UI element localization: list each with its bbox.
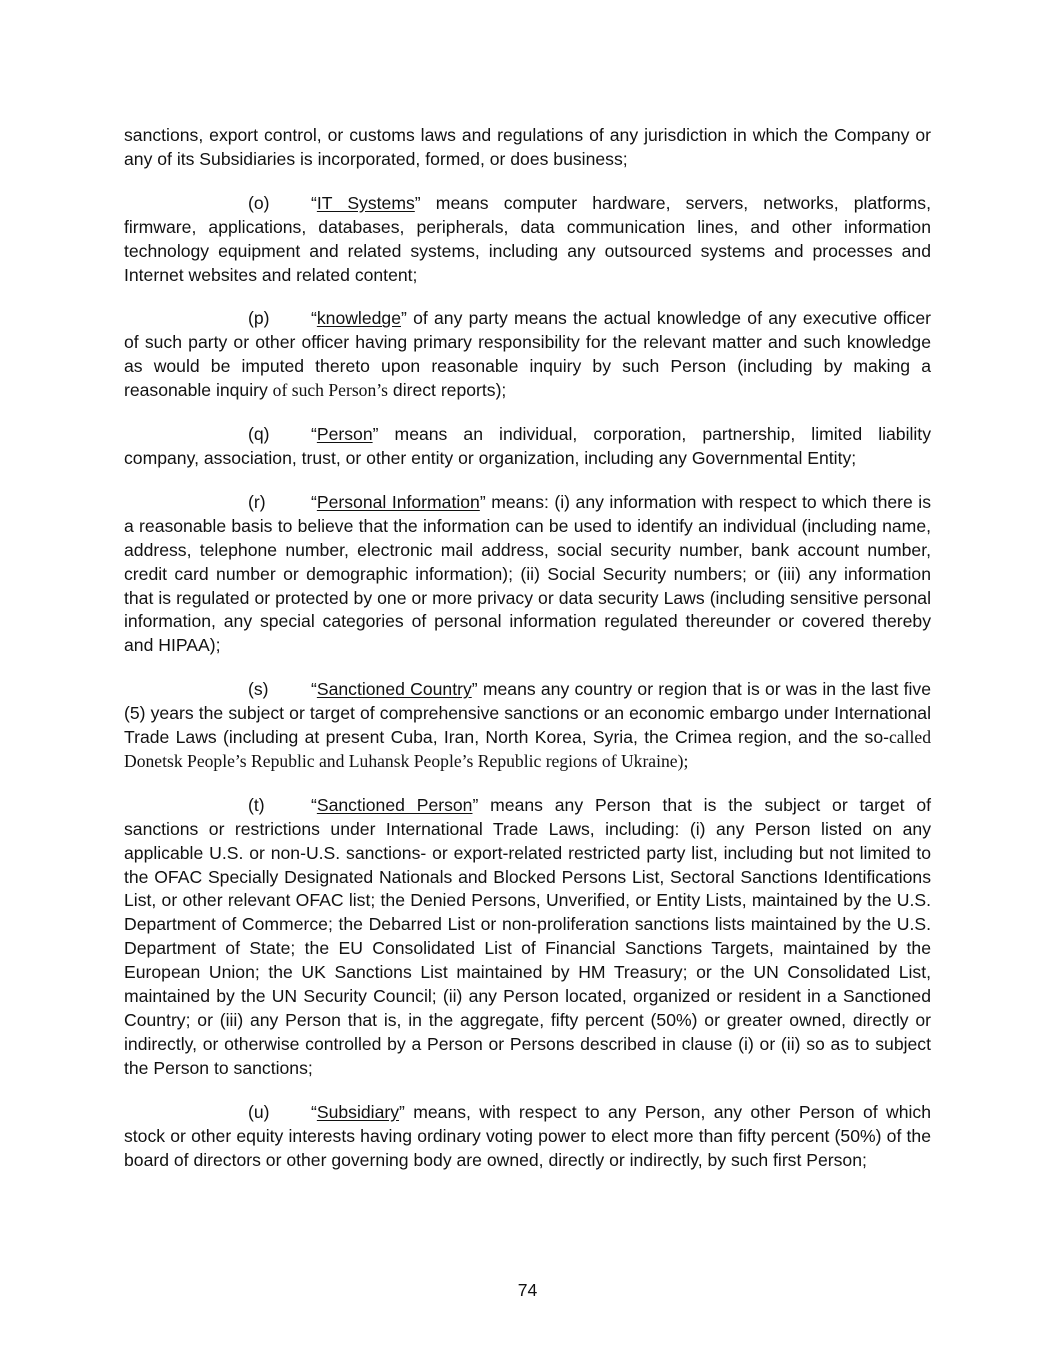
intro-paragraph: sanctions, export control, or customs laws and regulations of any jurisdiction in which the Company or any of its Subsidiaries is incorporated, formed, or does business; bbox=[124, 125, 931, 169]
definition-label: (s) bbox=[248, 679, 269, 700]
definition-body: means computer hardware, servers, networks, platforms, firmware, applications, databases, peripherals, data communication lines, and other information technology equipment and related systems, including any outsourced systems and processes and Internet websites and related content; bbox=[124, 192, 931, 285]
definition-subsidiary bbox=[124, 1101, 931, 1173]
defined-term: Subsidiary bbox=[316, 1101, 400, 1122]
document-page bbox=[124, 124, 931, 1192]
open-quote: “ bbox=[311, 1101, 317, 1122]
definition-body-end: direct reports); bbox=[388, 380, 507, 401]
close-quote: ” bbox=[414, 192, 421, 213]
open-quote: “ bbox=[311, 308, 317, 329]
close-quote: ” bbox=[472, 794, 479, 815]
defined-term: Sanctioned Person bbox=[316, 794, 473, 815]
definition-sanctioned-person bbox=[124, 794, 931, 1081]
definition-sanctioned-country bbox=[124, 678, 931, 774]
definition-knowledge bbox=[124, 307, 931, 403]
open-quote: “ bbox=[311, 794, 317, 815]
defined-term: IT Systems bbox=[316, 192, 415, 213]
definition-label: (o) bbox=[248, 192, 270, 213]
defined-term: Personal Information bbox=[316, 491, 480, 512]
open-quote: “ bbox=[311, 424, 317, 445]
defined-term: Sanctioned Country bbox=[316, 679, 472, 700]
definition-personal-information bbox=[124, 491, 931, 658]
definition-label: (r) bbox=[248, 491, 266, 512]
definition-label: (u) bbox=[248, 1101, 270, 1122]
definition-body: means any country or region that is or was in the last five (5) years the subject or target of comprehensive sanctions or an economic embargo under International Trade Laws (including at present Cuba, Iran, North Korea, Syria, the Crimea region, and the so- bbox=[124, 679, 932, 748]
close-quote: ” bbox=[471, 679, 478, 700]
definition-body: means: (i) any information with respect to which there is a reasonable basis to believe that the information can be used to identify an individual (including name, address, telephone number, electronic mail address, social security number, bank account number, credit card number or demographic information); (ii) Social Security numbers; or (iii) any information that is regulated or protected by one or more privacy or data security Laws (including sensitive personal information, any special categories of personal information regulated thereunder or covered thereby and HIPAA); bbox=[124, 491, 931, 656]
page-number: 74 bbox=[517, 1280, 538, 1300]
definition-label: (t) bbox=[248, 794, 265, 815]
close-quote: ” bbox=[372, 424, 379, 445]
definition-person bbox=[124, 423, 931, 471]
definition-body-serif: called Donetsk People’s Republic and Luhansk People’s Republic regions of Ukraine); bbox=[124, 727, 931, 771]
open-quote: “ bbox=[311, 679, 317, 700]
close-quote: ” bbox=[400, 308, 407, 329]
definition-body-serif: of such Person’s bbox=[272, 380, 389, 401]
definition-label: (p) bbox=[248, 308, 270, 329]
definition-it-systems bbox=[124, 192, 931, 288]
close-quote: ” bbox=[399, 1101, 405, 1122]
open-quote: “ bbox=[311, 192, 317, 213]
definition-label: (q) bbox=[248, 424, 270, 445]
definition-body: means any Person that is the subject or target of sanctions or restrictions under International Trade Laws, including: (i) any Person listed on any applicable U.S. or non-U.S. sanctions- or export-related restricted party list, including but not limited to the OFAC Specially Designated Nationals and Blocked Persons List, Sectoral Sanctions Identifications List, or other relevant OFAC list; the Denied Persons, Unverified, or Entity Lists, maintained by the U.S. Department of Commerce; the Debarred List or non-proliferation sanctions lists maintained by the U.S. Department of State; the EU Consolidated List of Financial Sanctions Targets, maintained by the European Union; the UK Sanctions List maintained by HM Treasury; or the UN Consolidated List, maintained by the UN Security Council; (ii) any Person located, organized or resident in a Sanctioned Country; or (iii) any Person that is, in the aggregate, fifty percent (50%) or greater owned, directly or indirectly, or otherwise controlled by a Person or Persons described in clause (i) or (ii) so as to subject the Person to sanctions; bbox=[124, 794, 931, 1078]
defined-term: Person bbox=[316, 424, 373, 445]
definition-body: means, with respect to any Person, any other Person of which stock or other equity interests having ordinary voting power to elect more than fifty percent (50%) of the board of directors or other governing body are owned, directly or indirectly, by such first Person; bbox=[124, 1101, 931, 1170]
defined-term: knowledge bbox=[316, 308, 401, 329]
definition-body: of any party means the actual knowledge of any executive officer of such party or other officer having primary responsibility for the relevant matter and such knowledge as would be imputed thereto upon reasonable inquiry by such Person (including by making a reasonable inquiry bbox=[124, 308, 931, 401]
definition-body: means an individual, corporation, partnership, limited liability company, association, trust, or other entity or organization, including any Governmental Entity; bbox=[124, 424, 931, 468]
close-quote: ” bbox=[479, 491, 486, 512]
open-quote: “ bbox=[311, 491, 317, 512]
